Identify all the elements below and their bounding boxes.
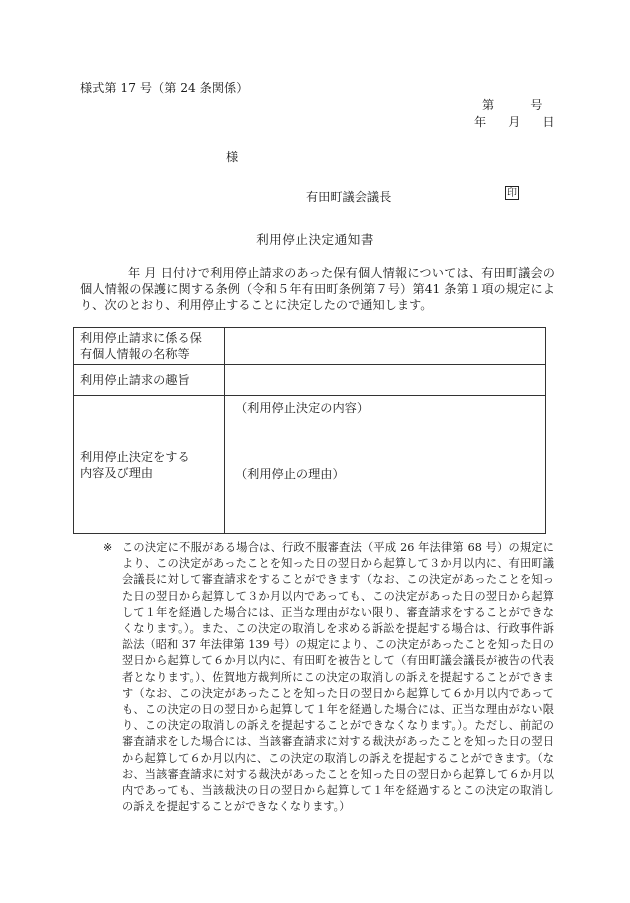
date-year: 年	[474, 115, 487, 129]
table-row	[74, 396, 546, 534]
sender-name: 有田町議会議長	[306, 190, 392, 204]
appeal-note: この決定に不服がある場合は、行政不服審査法（平成 26 年法律第 68 号）の規定により、この決定があったことを知った日の翌日から起算して３か月以内に、有田町議会議長に対して審査請求をすることができます（なお、この決定があったことを知った日の翌日から起算して３か月以内であっても、この決定があった日の翌日から起算して１年を経過した場合には、正当な理由がない限り、審査請求をすることができなくなります。）。また、この決定の取消しを求める訴訟を提起する場合は、行政事件訴訟法（昭和 37 年法律第 139 号）の規定により、この決定があったことを知った日の翌日から起算して６か月以内に、有田町を被告として（有田町議会議長が被告の代表者となります。）、佐賀地方裁判所にこの決定の取消しの訴えを提起することができます（なお、この決定があったことを知った日の翌日から起算して６か月以内であっても、この決定の日の翌日から起算して１年を経過した場合には、正当な理由がない限り、この決定の取消しの訴えを提起することができなくなります。）。ただし、前記の審査請求をした場合には、当該審査請求に対する裁決があったことを知った日の翌日から起算して６か月以内に、この決定の取消しの訴えを提起することができます。（なお、当該審査請求に対する裁決があったことを知った日の翌日から起算して６か月以内であっても、当該裁決の日の翌日から起算して１年を経過するとこの決定の取消しの訴えを提起することができなくなります。）	[122, 541, 554, 814]
table-row	[74, 365, 546, 396]
document-number-line	[482, 97, 542, 113]
row1-label: 利用停止請求に係る保 有個人情報の名称等	[74, 328, 225, 365]
row2-label: 利用停止請求の趣旨	[74, 365, 225, 396]
table-row	[74, 328, 546, 365]
document-title: 利用停止決定通知書	[256, 232, 374, 247]
decision-content-label: （利用停止決定の内容）	[235, 401, 370, 415]
date-line	[474, 114, 555, 130]
seal-stamp: 印	[507, 188, 517, 199]
row3-label: 利用停止決定をする 内容及び理由	[74, 396, 225, 534]
form-number: 様式第 17 号（第 24 条関係）	[80, 81, 249, 95]
doc-no-prefix: 第	[482, 98, 495, 112]
date-month: 月	[508, 115, 521, 129]
doc-no-suffix: 号	[530, 98, 543, 112]
addressee: 様	[226, 150, 239, 164]
notice-body: 年 月 日付けで利用停止請求のあった保有個人情報については、有田町議会の個人情報の保護に関する条例（令和５年有田町条例第７号）第41 条第１項の規定により、次のとおり、利用停止することに決定したので通知します。	[80, 266, 555, 312]
row3-value	[225, 396, 546, 534]
decision-table	[73, 327, 546, 534]
row1-value	[225, 328, 546, 365]
row2-value	[225, 365, 546, 396]
note-mark: ※	[103, 541, 113, 554]
date-day: 日	[542, 115, 555, 129]
decision-reason-label: （利用停止の理由）	[235, 467, 345, 481]
